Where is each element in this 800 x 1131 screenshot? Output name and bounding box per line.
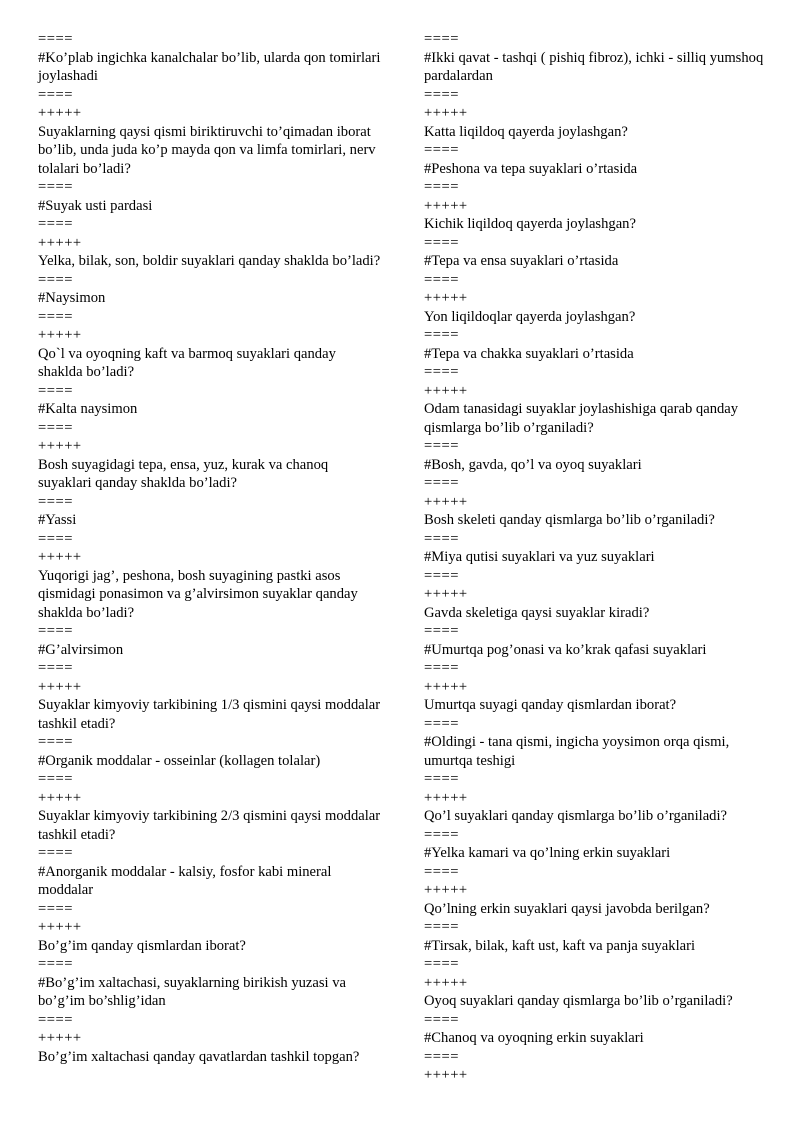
answer-line: #Ikki qavat - tashqi ( pishiq fibroz), ichki - silliq yumshoq pardalardan <box>424 49 764 84</box>
separator-line: ==== <box>424 1048 459 1065</box>
answer-line: #Peshona va tepa suyaklari o’rtasida <box>424 160 638 177</box>
answer-line: #Yelka kamari va qo’lning erkin suyaklari <box>424 845 671 861</box>
separator-line: ==== <box>424 327 459 343</box>
separator-line: ==== <box>424 863 459 880</box>
question-line: Qo’l suyaklari qanday qismlarga bo’lib o’rganiladi? <box>424 808 728 824</box>
question-line: Bosh skeleti qanday qismlarga bo’lib o’rganiladi? <box>424 512 715 528</box>
separator-line: ==== <box>424 956 459 972</box>
separator-line: ==== <box>38 179 73 195</box>
separator-line: ==== <box>38 382 73 399</box>
question-marker-line: +++++ <box>424 382 468 399</box>
question-line: Suyaklar kimyoviy tarkibining 1/3 qismini qaysi moddalar tashkil etadi? <box>38 697 381 732</box>
answer-line: #G’alvirsimon <box>38 641 124 658</box>
question-marker-line: +++++ <box>38 678 82 695</box>
question-marker-line: +++++ <box>38 789 82 806</box>
separator-line: ==== <box>38 308 73 325</box>
question-marker-line: +++++ <box>38 234 82 251</box>
separator-line: ==== <box>38 530 73 547</box>
separator-line: ==== <box>424 771 459 787</box>
question-marker-line: +++++ <box>38 1030 82 1046</box>
question-marker-line: +++++ <box>424 974 468 991</box>
separator-line: ==== <box>38 419 73 436</box>
answer-line: #Naysimon <box>38 290 106 306</box>
answer-line: #Tirsak, bilak, kaft ust, kaft va panja suyaklari <box>424 937 696 954</box>
answer-line: #Suyak usti pardasi <box>38 197 153 214</box>
separator-line: ==== <box>38 660 73 676</box>
question-line: Qo’lning erkin suyaklari qaysi javobda berilgan? <box>424 900 710 917</box>
question-line: Yuqorigi jag’, peshona, bosh suyagining pastki asos qismidagi ponasimon va g’alvirsimon suyaklar qanday shaklda bo’ladi? <box>38 567 358 621</box>
question-marker-line: +++++ <box>38 919 82 935</box>
question-line: Umurtqa suyagi qanday qismlardan iborat? <box>424 697 677 713</box>
separator-line: ==== <box>424 438 459 454</box>
separator-line: ==== <box>38 31 73 47</box>
question-line: Qo`l va oyoqning kaft va barmoq suyaklari qanday shaklda bo’ladi? <box>38 345 336 380</box>
separator-line: ==== <box>424 179 459 195</box>
question-marker-line: +++++ <box>424 789 468 806</box>
question-marker-line: +++++ <box>424 678 468 695</box>
question-line: Suyaklarning qaysi qismi biriktiruvchi to’qimadan iborat bo’lib, unda juda ko’p mayda qon va limfa tomirlari, nerv tolalari bo’ladi? <box>38 123 376 177</box>
separator-line: ==== <box>424 364 459 380</box>
question-line: Yon liqildoqlar qayerda joylashgan? <box>424 308 636 325</box>
separator-line: ==== <box>38 271 73 288</box>
separator-line: ==== <box>424 271 459 288</box>
question-marker-line: +++++ <box>38 105 82 121</box>
answer-line: #Oldingi - tana qismi, ingicha yoysimon orqa qismi, umurtqa teshigi <box>424 734 730 769</box>
answer-line: #Bo’g’im xaltachasi, suyaklarning birikish yuzasi va bo’g’im bo’shlig’idan <box>38 974 347 1009</box>
separator-line: ==== <box>38 845 73 861</box>
answer-line: #Tepa va ensa suyaklari o’rtasida <box>424 253 619 269</box>
question-line: Bo’g’im xaltachasi qanday qavatlardan tashkil topgan? <box>38 1048 360 1065</box>
answer-line: #Chanoq va oyoqning erkin suyaklari <box>424 1030 644 1046</box>
separator-line: ==== <box>424 623 459 639</box>
separator-line: ==== <box>424 234 459 251</box>
left-column <box>38 30 383 1066</box>
answer-line: #Umurtqa pog’onasi va ko’krak qafasi suyaklari <box>424 641 707 658</box>
separator-line: ==== <box>424 530 459 547</box>
question-marker-line: +++++ <box>424 493 468 510</box>
question-marker-line: +++++ <box>38 549 82 565</box>
answer-line: #Yassi <box>38 512 77 528</box>
question-marker-line: +++++ <box>424 105 468 121</box>
answer-line: #Kalta naysimon <box>38 401 138 417</box>
separator-line: ==== <box>424 826 459 843</box>
separator-line: ==== <box>38 86 73 103</box>
separator-line: ==== <box>38 771 73 787</box>
separator-line: ==== <box>424 715 459 732</box>
question-line: Suyaklar kimyoviy tarkibining 2/3 qismini qaysi moddalar tashkil etadi? <box>38 808 381 843</box>
separator-line: ==== <box>38 216 73 232</box>
separator-line: ==== <box>38 1011 73 1028</box>
question-line: Oyoq suyaklari qanday qismlarga bo’lib o’rganiladi? <box>424 993 733 1009</box>
right-column <box>424 30 774 1085</box>
question-line: Bo’g’im qanday qismlardan iborat? <box>38 937 246 954</box>
separator-line: ==== <box>424 919 459 935</box>
answer-line: #Tepa va chakka suyaklari o’rtasida <box>424 345 634 362</box>
question-marker-line: +++++ <box>424 197 468 214</box>
question-marker-line: +++++ <box>424 1067 468 1083</box>
answer-line: #Anorganik moddalar - kalsiy, fosfor kabi mineral moddalar <box>38 863 332 898</box>
question-marker-line: +++++ <box>38 438 82 454</box>
separator-line: ==== <box>38 623 73 639</box>
question-line: Kichik liqildoq qayerda joylashgan? <box>424 216 636 232</box>
separator-line: ==== <box>424 86 459 103</box>
question-line: Katta liqildoq qayerda joylashgan? <box>424 123 628 140</box>
answer-line: #Miya qutisi suyaklari va yuz suyaklari <box>424 549 655 565</box>
answer-line: #Organik moddalar - osseinlar (kollagen tolalar) <box>38 752 321 769</box>
separator-line: ==== <box>424 567 459 584</box>
answer-line: #Ko’plab ingichka kanalchalar bo’lib, ularda qon tomirlari joylashadi <box>38 49 381 84</box>
question-line: Bosh suyagidagi tepa, ensa, yuz, kurak va chanoq suyaklari qanday shaklda bo’ladi? <box>38 456 329 491</box>
separator-line: ==== <box>424 475 459 491</box>
answer-line: #Bosh, gavda, qo’l va oyoq suyaklari <box>424 456 642 473</box>
separator-line: ==== <box>424 142 459 158</box>
question-line: Gavda skeletiga qaysi suyaklar kiradi? <box>424 604 650 621</box>
separator-line: ==== <box>38 734 73 750</box>
question-marker-line: +++++ <box>424 586 468 602</box>
separator-line: ==== <box>38 900 73 917</box>
separator-line: ==== <box>38 493 73 510</box>
question-line: Odam tanasidagi suyaklar joylashishiga qarab qanday qismlarga bo’lib o’rganiladi? <box>424 401 739 436</box>
question-marker-line: +++++ <box>38 327 82 343</box>
question-line: Yelka, bilak, son, boldir suyaklari qanday shaklda bo’ladi? <box>38 253 381 269</box>
question-marker-line: +++++ <box>424 882 468 898</box>
question-marker-line: +++++ <box>424 290 468 306</box>
separator-line: ==== <box>38 956 73 972</box>
separator-line: ==== <box>424 31 459 47</box>
separator-line: ==== <box>424 1011 459 1028</box>
separator-line: ==== <box>424 660 459 676</box>
